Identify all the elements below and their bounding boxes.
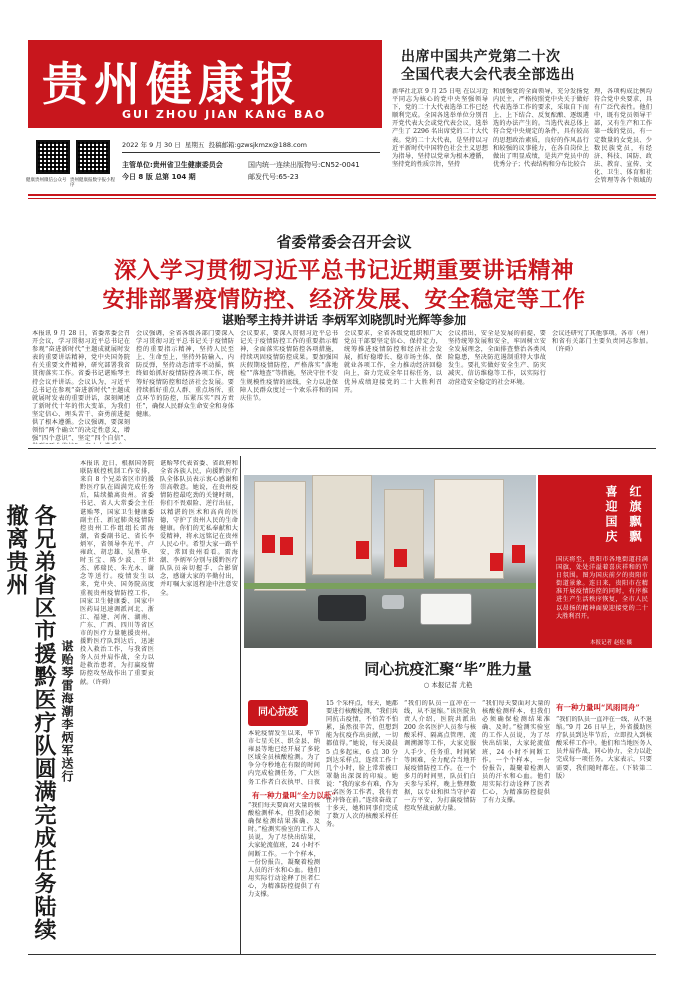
lead-col-4: 会议要求，全省各级党组织和广大党员干部要坚定信心、保持定力，统筹推进疫情防控和经济社会发展，抓好稳增长、稳市场主体、保就业各项工作，全力推动经济回稳向上，奋力完成全年目标任务，以优异成绩迎接党的二十大胜利召开。 — [344, 330, 442, 394]
top-headline-1: 出席中国共产党第二十次 — [401, 49, 561, 65]
story2-headline: 同心抗疫汇聚“毕”胜力量 — [364, 660, 532, 678]
medical-body-2: 谌贻琴代表省委、省政府和全省各族人民，向援黔医疗队全体队员表示衷心感谢和崇高敬意。她说，在贵州疫情防控最吃劲的关键时刻，你们不畏艰险、逆行出征，以精湛的医术和高尚的医德，守护了贵州人民的生命健康。你们的无私奉献和大爱精神，将永远铭记在贵州人民心中。希望大家一路平安，常回贵州看看。雷海潮、李炳军分别与援黔医疗队队员亲切握手、合影留念，感谢大家的辛勤付出，并叮嘱大家返程途中注意安全。 — [160, 460, 238, 597]
medical-headline: 各兄弟省区市援黔医疗队圆满完成任务陆续撤离贵州 — [3, 504, 57, 941]
lead-col-5: 会议指出，安全是发展的前提，要坚持统筹发展和安全，牢固树立安全发展理念，全面排查整治各类风险隐患，坚决防范遏制重特大事故发生。要扎实做好安全生产、防灾减灾、信访维稳等工作，以实际行动营造安全稳定的社会环境。 — [448, 330, 546, 386]
story2-byline: ○ 本报记者 尤艳 — [423, 681, 473, 689]
top-news-col-1: 新华社北京 9 月 25 日电 在以习近平同志为核心的党中央坚强领导下，党的二十大代表选举工作已经顺利完成。全国各选举单位分别召开党代表大会或党代表会议，选举产生了 2296 名出席党的二十大代表。党的二十大代表，是坚持以习近平新时代中国特色社会主义思想为指导，坚持以党章为根本遵循，坚持党的性质宗旨，坚持 — [392, 88, 488, 168]
lead-col-2: 会议强调，全省各级各部门要深入学习贯彻习近平总书记关于疫情防控的重要指示精神，坚持人民至上、生命至上，坚持外防输入、内防反弹，坚持动态清零不动摇，慎终如始抓好疫情防控各项工作，统筹好疫情防控和经济社会发展。要持续抓好重点人群、重点场所、重点环节的防控，压紧压实“四方责任”，确保人民群众生命安全和身体健康。 — [136, 330, 234, 418]
lead-col-6: 会议还研究了其他事项。各市（州）和省有关部门主要负责同志参加。（许舜） — [552, 330, 652, 354]
lead-subhead: 谌贻琴主持并讲话 李炳军刘晓凯时光辉等参加 — [221, 313, 467, 327]
photo-side-title-2: 喜迎国庆 — [604, 485, 618, 545]
issue-count: 今日 8 版 总第 104 期 — [122, 173, 196, 181]
cn-number: 国内统一连续出版物号:CN52-0041 — [248, 161, 360, 169]
story2-subhead-1: 有一种力量叫“全力以赴” — [252, 791, 336, 800]
story2-col-1b: “我们每天要面对大量的核酸检测样本，但我们必须确保检测结果准确、及时。”检测实验室的工作人员说，为了尽快出结果，大家轮流值班，24 小时不间断工作。一个个样本，一份份报告，凝聚着检测人员的汗水和心血。他们用实际行动诠释了医者仁心，为精准防控提供了有力支撑。 — [248, 802, 320, 899]
masthead-title: 贵州健康报 — [42, 57, 302, 111]
story2-col-3: “我们的队员一直冲在一线，从不退缩。”该医院负责人介绍，医院共派出 200 余名医护人员参与核酸采样、隔离点管理、流调溯源等工作，大家克服人手少、任务重、时间紧等困难，全力配合当地开展疫情防控工作。在一个多月的时间里，队员们白天参与采样，晚上整理数据，以专业和担当守护着一方平安，为打赢疫情防控攻坚战贡献力量。 — [404, 700, 476, 813]
street-photo — [244, 475, 536, 648]
photo-credit: 本报记者 赵松 摄 — [590, 640, 632, 646]
masthead-banner — [28, 40, 382, 128]
top-news-col-3: 理，各项构成比例均符合党中央要求，具有广泛代表性。他们中，既有党员领导干部，又有生产和工作第一线的党员，有一定数量的女党员、少数民族党员，有经济、科技、国防、政法、教育、宣传、文化、卫生、体育和社会管理等各个领域的 — [594, 88, 652, 184]
story2-col-4: “我们每天要面对大量的核酸检测样本，但我们必须确保检测结果准确、及时。”检测实验室的工作人员说，为了尽快出结果，大家轮流值班，24 小时不间断工作。一个个样本，一份份报告，凝聚着检测人员的汗水和心血。他们用实际行动诠释了医者仁心，为精准防控提供了有力支撑。 — [482, 700, 550, 805]
lead-col-1: 本报讯 9 月 28 日，省委常委会召开会议，学习贯彻习近平总书记在参观“奋进新时代”主题成就展时发表的重要讲话精神，党中央国务院有关重要文件精神，研究部署我省贯彻落实工作。省委书记谌贻琴主持会议并讲话。会议认为，习近平总书记在参观“奋进新时代”主题成就展时发表的重要讲话，深刻阐述了新时代十年的伟大变革，为我们坚定信心、埋头苦干、奋勇前进提供了根本遵循。会议强调，要深刻领悟“两个确立”的决定性意义，增强“四个意识”、坚定“四个自信”、 — [32, 330, 130, 443]
qr-code-miniapp[interactable] — [76, 140, 110, 174]
qr-label-miniapp: 贵州健康报数字报小程序 — [70, 178, 115, 188]
photo-caption: 国庆将至，贵阳市各地街道挂满国旗，处处洋溢着喜庆祥和的节日氛围。图为国庆前夕的贵阳市街道景象。连日来，贵阳市在精准开展疫情防控的同时，有序推进生产生活秩序恢复，全市人民以昂扬的精神面貌迎接党的二十大胜利召开。 — [556, 556, 648, 620]
story2-box-label-bg — [248, 700, 308, 726]
lead-col-3: 会议要求，要深入贯彻习近平总书记关于疫情防控工作的重要指示精神，全面落实疫情防控各项措施，持续巩固疫情防控成果。要加强国庆假期疫情防控，严格落实“落地检”“落地查”等措施，坚决守住不发生规模性疫情的底线，全力以赴保障人民群众度过一个欢乐祥和的国庆佳节。 — [240, 330, 338, 402]
story2-col-5: “我们的队员一直冲在一线，从不退缩。”9 月 26 日早上，外省援助医疗队员到达毕节后，立即投入到核酸采样工作中。他们和当地医务人员并肩作战，同心协力，全力以赴完成每一项任务。大家表示，只要需要，我们随时都在。（下转第二版） — [556, 716, 652, 780]
lead-headline-1: 深入学习贯彻习近平总书记近期重要讲话精神 — [113, 258, 574, 284]
sponsor: 主管单位:贵州省卫生健康委员会 — [122, 161, 223, 169]
masthead-pinyin: GUI ZHOU JIAN KANG BAO — [122, 108, 327, 121]
top-news-col-2: 和加强党的全面领导，充分发扬党内民主，严格按照党中央关于做好代表选举工作的要求，采取自下而上、上下结合、反复酝酿、逐级遴选的办法产生的。当选代表总体上符合党中央规定的条件，具有较高的思想政治素质，良好的作风品行和较强的议事能力，在各自岗位上做出了明显成绩，是共产党员中的优秀分子；代表结构和分布比较合 — [493, 88, 589, 168]
medical-subhead: 谌贻琴雷海潮李炳军送行 — [60, 640, 74, 783]
medical-body-1: 本报讯 近日，根据国务院联防联控机制工作安排，来自 8 个兄弟省区市的援黔医疗队在圆满完成任务后，陆续撤离贵州。省委书记、省人大常委会主任谌贻琴，国家卫生健康委副主任、新冠肺炎疫情防控贵州工作组组长雷海潮，省委副书记、省长李炳军，省领导李光平、卢雍政、胡忠雄、吴胜华、时玉宝、陈少波、王世杰、郭瑞民、朱光永、谢念等送行。疫情发生以来，党中央、国务院高度重视贵州疫情防控工作，国家卫生健康委、国家中医药局迅速调派河北、浙江、福建、河南、湖南、广东、广西、四川等省区市的医疗力量驰援贵州。援黔医疗队到达后，迅速投入救治工作，与我省医务人员并肩作战，全力以赴救治患者，为打赢疫情防控攻坚战作出了重要贡献。（许舜） — [80, 460, 154, 686]
story2-subhead-2: 有一种力量叫“风雨同舟” — [556, 703, 640, 712]
qr-code-wechat[interactable] — [36, 140, 70, 174]
postal-code: 邮发代号:65-23 — [248, 173, 299, 181]
lead-headline-2: 安排部署疫情防控、经济发展、安全稳定等工作 — [102, 287, 586, 313]
story2-box-label: 同心抗疫 — [258, 707, 298, 718]
lead-kicker: 省委常委会召开会议 — [276, 233, 412, 251]
qr-label-wechat: 健康贵州微信公众号 — [26, 178, 67, 183]
top-headline-2: 全国代表大会代表全部选出 — [401, 67, 575, 83]
story2-col-1a: 本轮疫情发生以来，毕节市七星关区、织金县、纳雍县等地已经开展了多轮区域全员核酸检测。为了争分夺秒地在有限的时间内完成检测任务，广大医务工作者白衣执甲、日夜 — [248, 730, 320, 786]
issue-date: 2022 年 9 月 30 日 星期五 投稿邮箱:gzwsjkmzx@188.com — [122, 141, 308, 149]
photo-side-title-1: 红旗飘飘 — [628, 485, 642, 545]
story2-col-2: 15 个采样点，每天，她都要进行核酸检测，“我们共同抗击疫情，不怕苦不怕累，虽然很辛苦，但想到能为抗疫作出贡献，一切都值得。”她说，每天凌晨 5 点多起床，6 点 30 分到达采样点，连续工作十几个小时，脸上常常被口罩勒出深深的印痕。她说：“我的家乡有难，作为一名医务工作者，我有责任冲锋在前。”连续奋战了十多天，她和同事们完成了数万人次的核酸采样任务。 — [326, 700, 398, 829]
